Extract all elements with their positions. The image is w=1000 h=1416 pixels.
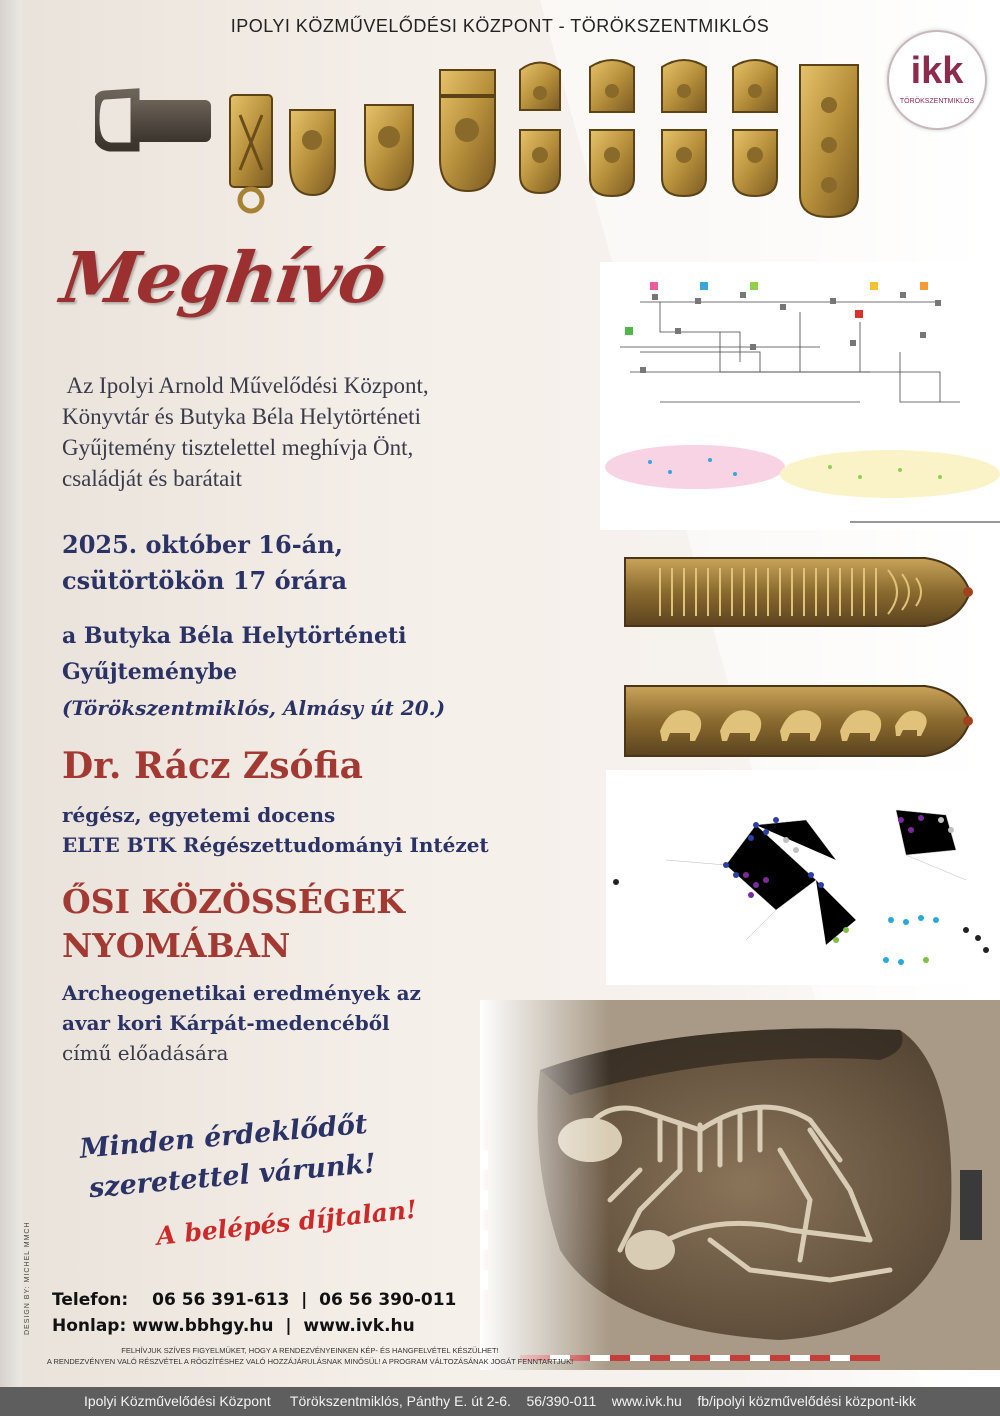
notice-line: A RENDEZVÉNYEN VALÓ RÉSZVÉTEL A RÖGZÍTÉSHEZ VALÓ HOZZÁJÁRULÁSNAK MINŐSÜL! A PROGRAM VÁLTOZÁSÁNAK JOGÁT FENNTARTJUK! bbox=[46, 1357, 574, 1366]
speaker-institute: ELTE BTK Régészettudományi Intézet bbox=[62, 833, 489, 857]
date-line: 2025. október 16-án, bbox=[62, 530, 344, 559]
website-label: Honlap: bbox=[52, 1316, 127, 1336]
footer-text: Ipolyi Közművelődési Központ Törökszentmiklós, Pánthy E. út 2-6. 56/390-011 www.ivk.hu fb/ipolyi közművelődési központ-ikk bbox=[83, 1393, 917, 1409]
lecture-title-line: NYOMÁBAN bbox=[62, 926, 291, 965]
website-links[interactable]: www.bbhgy.hu | www.ivk.hu bbox=[132, 1316, 415, 1336]
logo-subtitle: TÖRÖKSZENTMIKLÓS bbox=[899, 98, 975, 105]
lecture-title-line: ŐSI KÖZÖSSÉGEK bbox=[62, 882, 405, 921]
lecture-subtitle bbox=[62, 978, 542, 1068]
subtitle-line: avar kori Kárpát-medencéből bbox=[62, 1011, 390, 1035]
footer-bar bbox=[0, 1387, 1000, 1416]
event-date bbox=[62, 527, 347, 599]
free-entry-note: A belépés díjtalan! bbox=[155, 1194, 419, 1251]
belt-fittings-image bbox=[95, 55, 885, 225]
lecture-title bbox=[62, 880, 405, 968]
organizer-header: IPOLYI KÖZMŰVELŐDÉSI KÖZPONT - TÖRÖKSZENTMIKLÓS bbox=[230, 16, 770, 36]
speaker-role: régész, egyetemi docens bbox=[62, 803, 336, 827]
event-venue bbox=[62, 618, 445, 726]
subtitle-line: című előadására bbox=[62, 1041, 229, 1065]
phone-row bbox=[52, 1287, 456, 1313]
ikk-logo bbox=[887, 30, 987, 130]
intro-line: családját és barátait bbox=[62, 466, 243, 491]
welcome-line: szeretettel várunk! bbox=[87, 1148, 378, 1205]
phone-label: Telefon: bbox=[52, 1290, 129, 1310]
subtitle-line: Archeogenetikai eredmények az bbox=[62, 981, 421, 1005]
venue-line: Gyűjteménybe bbox=[62, 659, 238, 685]
venue-address: (Törökszentmiklós, Almásy út 20.) bbox=[62, 696, 446, 720]
time-line: csütörtökön 17 órára bbox=[62, 566, 347, 595]
logo-text: ikk bbox=[910, 50, 964, 92]
belt-strap-ribbed bbox=[620, 548, 980, 636]
phone-numbers: 06 56 391-613 | 06 56 390-011 bbox=[152, 1290, 457, 1310]
speaker-affiliation bbox=[62, 800, 489, 860]
contact-info bbox=[52, 1287, 456, 1339]
invitation-title: Meghívó bbox=[56, 236, 390, 319]
ibd-network-graph bbox=[606, 770, 1000, 985]
intro-line: Gyűjtemény tisztelettel meghívja Önt, bbox=[62, 435, 414, 460]
recording-notice bbox=[0, 1345, 620, 1367]
website-row bbox=[52, 1313, 456, 1339]
belt-strap-animal-frieze bbox=[620, 676, 980, 766]
pedigree-diagram bbox=[600, 262, 1000, 530]
intro-text bbox=[62, 370, 582, 494]
intro-line: Az Ipolyi Arnold Művelődési Központ, bbox=[62, 373, 429, 398]
horse-and-rider-burial bbox=[480, 1000, 1000, 1370]
intro-line: Könyvtár és Butyka Béla Helytörténeti bbox=[62, 404, 421, 429]
welcome-line: Minden érdeklődőt bbox=[78, 1108, 369, 1165]
design-credit: DESIGN BY: MICHEL MMCH bbox=[24, 1221, 31, 1335]
notice-line: FELHÍVJUK SZÍVES FIGYELMÜKET, HOGY A RENDEZVÉNYEINKEN KÉP- ÉS HANGFELVÉTEL KÉSZÜLHET! bbox=[121, 1346, 499, 1355]
speaker-name: Dr. Rácz Zsófia bbox=[62, 745, 363, 787]
venue-line: a Butyka Béla Helytörténeti bbox=[62, 623, 407, 649]
